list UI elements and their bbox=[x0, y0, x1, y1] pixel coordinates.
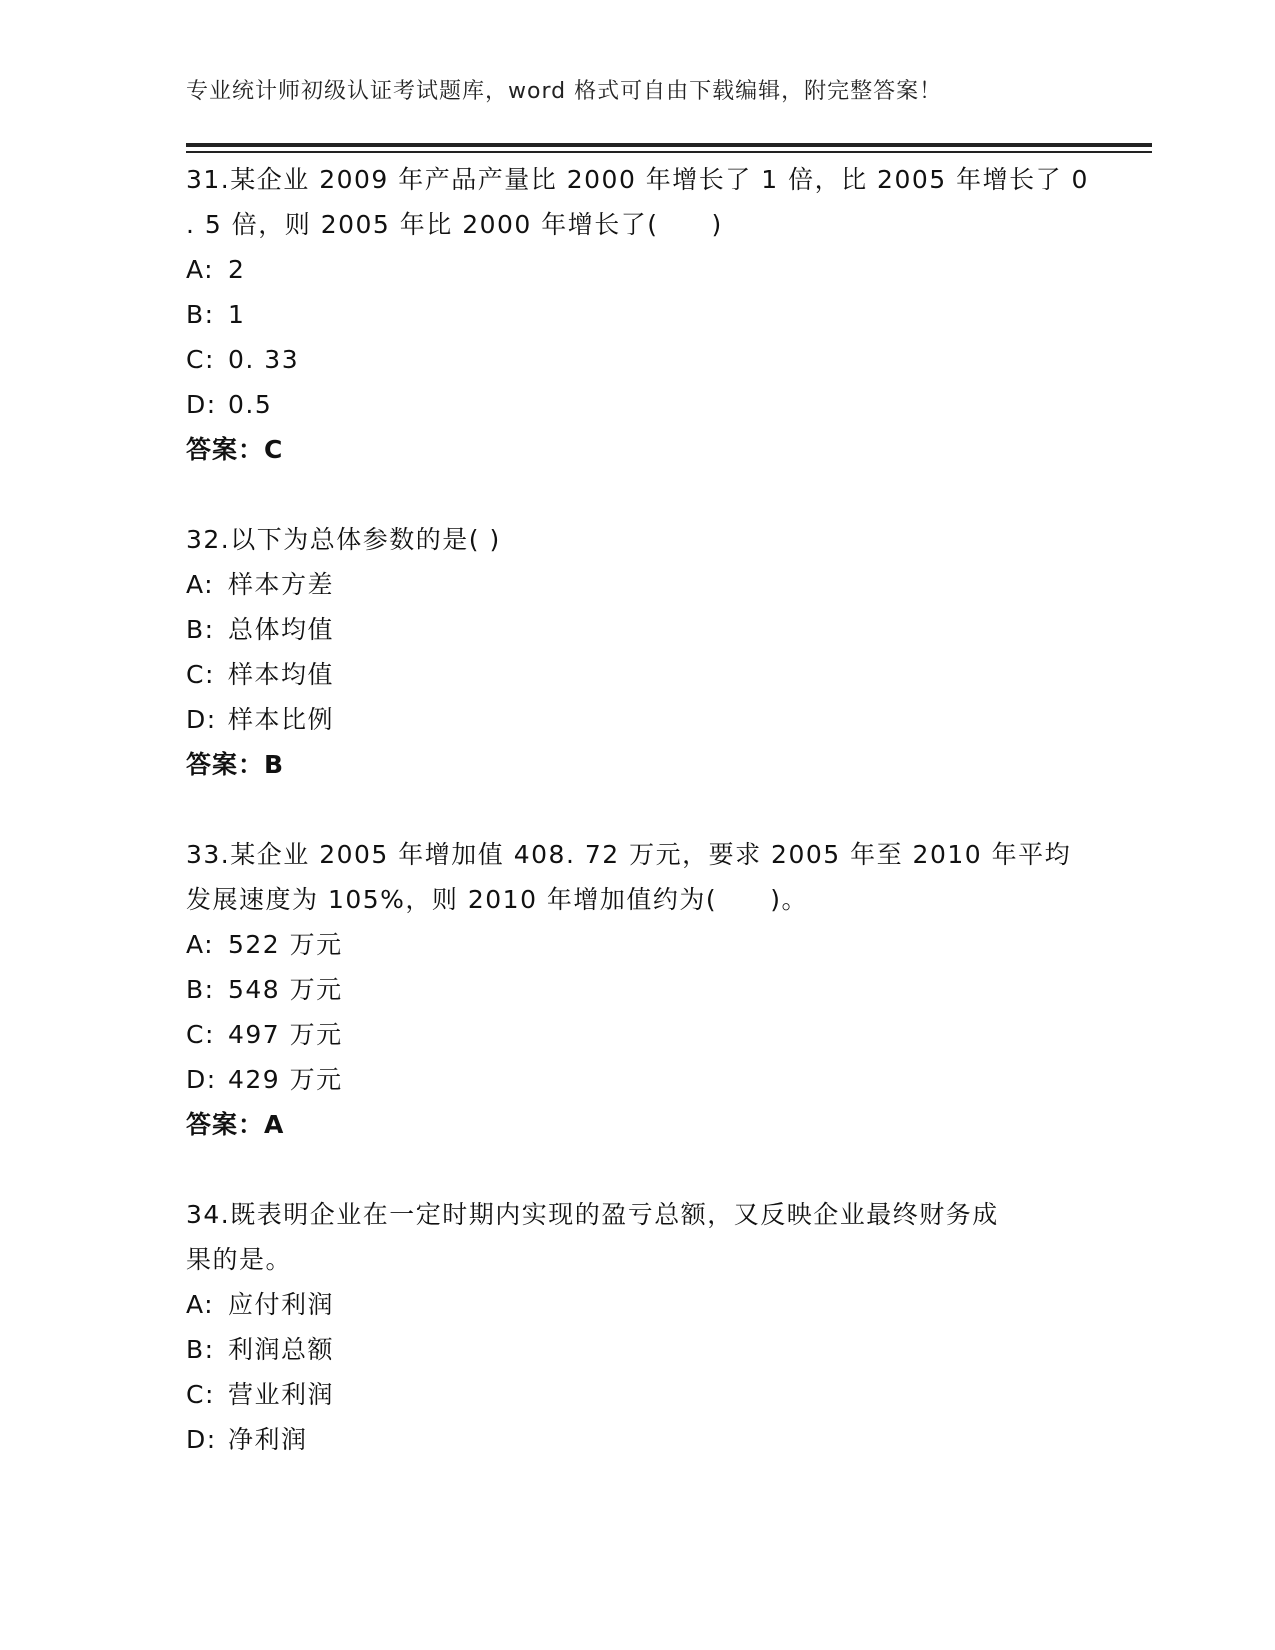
option-letter: B: bbox=[186, 615, 215, 644]
option-a bbox=[186, 562, 1116, 607]
question-stem bbox=[186, 1192, 1116, 1282]
option-letter: A: bbox=[186, 570, 215, 599]
option-b bbox=[186, 607, 1116, 652]
answer-line: 答案：B bbox=[186, 750, 285, 779]
question-stem-line: 32.以下为总体参数的是( ) bbox=[186, 525, 501, 554]
answer-line: 答案：A bbox=[186, 1110, 285, 1139]
option-letter: C: bbox=[186, 660, 215, 689]
option-letter: A: bbox=[186, 930, 215, 959]
option-text: 548 万元 bbox=[228, 975, 343, 1004]
option-text: 样本比例 bbox=[228, 705, 335, 734]
option-text: 497 万元 bbox=[228, 1020, 343, 1049]
option-letter: C: bbox=[186, 1020, 215, 1049]
option-text: 样本方差 bbox=[228, 570, 335, 599]
option-letter: B: bbox=[186, 300, 215, 329]
option-c bbox=[186, 337, 1116, 382]
option-text: 净利润 bbox=[228, 1425, 308, 1454]
question-stem-line: 34.既表明企业在一定时期内实现的盈亏总额，又反映企业最终财务成 bbox=[186, 1200, 999, 1229]
page-header: 专业统计师初级认证考试题库，word 格式可自由下载编辑，附完整答案！ bbox=[186, 79, 943, 104]
option-text: 522 万元 bbox=[228, 930, 343, 959]
option-d bbox=[186, 1057, 1116, 1102]
option-text: 429 万元 bbox=[228, 1065, 343, 1094]
option-d bbox=[186, 697, 1116, 742]
option-text: 0. 33 bbox=[228, 345, 300, 374]
question-34 bbox=[186, 1192, 1116, 1462]
question-stem bbox=[186, 157, 1116, 247]
question-33 bbox=[186, 832, 1116, 1147]
question-stem bbox=[186, 517, 1116, 562]
option-letter: B: bbox=[186, 975, 215, 1004]
option-letter: B: bbox=[186, 1335, 215, 1364]
option-text: 利润总额 bbox=[228, 1335, 335, 1364]
option-text: 1 bbox=[228, 300, 246, 329]
question-32 bbox=[186, 517, 1116, 787]
option-letter: A: bbox=[186, 1290, 215, 1319]
option-b bbox=[186, 292, 1116, 337]
option-letter: D: bbox=[186, 705, 217, 734]
option-letter: C: bbox=[186, 345, 215, 374]
option-c bbox=[186, 652, 1116, 697]
option-text: 样本均值 bbox=[228, 660, 335, 689]
option-a bbox=[186, 1282, 1116, 1327]
option-text: 应付利润 bbox=[228, 1290, 335, 1319]
option-b bbox=[186, 967, 1116, 1012]
question-31 bbox=[186, 157, 1116, 472]
option-letter: D: bbox=[186, 390, 217, 419]
option-d bbox=[186, 1417, 1116, 1462]
option-b bbox=[186, 1327, 1116, 1372]
question-spacer bbox=[186, 787, 1116, 832]
option-letter: D: bbox=[186, 1425, 217, 1454]
question-spacer bbox=[186, 1147, 1116, 1192]
option-text: 2 bbox=[228, 255, 246, 284]
option-text: 总体均值 bbox=[228, 615, 335, 644]
question-stem bbox=[186, 832, 1116, 922]
option-text: 0.5 bbox=[228, 390, 273, 419]
question-stem-line: 发展速度为 105%，则 2010 年增加值约为( )。 bbox=[186, 885, 808, 914]
question-stem-line: 33.某企业 2005 年增加值 408. 72 万元，要求 2005 年至 2010 年平均 bbox=[186, 840, 1072, 869]
option-c bbox=[186, 1372, 1116, 1417]
option-letter: D: bbox=[186, 1065, 217, 1094]
header-divider-thin bbox=[186, 151, 1152, 153]
option-a bbox=[186, 922, 1116, 967]
question-spacer bbox=[186, 472, 1116, 517]
option-text: 营业利润 bbox=[228, 1380, 335, 1409]
question-stem-line: 31.某企业 2009 年产品产量比 2000 年增长了 1 倍，比 2005 年增长了 0 bbox=[186, 165, 1089, 194]
option-d bbox=[186, 382, 1116, 427]
question-stem-line: 果的是。 bbox=[186, 1245, 293, 1274]
option-letter: C: bbox=[186, 1380, 215, 1409]
option-a bbox=[186, 247, 1116, 292]
option-letter: A: bbox=[186, 255, 215, 284]
answer-line: 答案：C bbox=[186, 435, 284, 464]
question-list bbox=[186, 157, 1116, 1462]
option-c bbox=[186, 1012, 1116, 1057]
header-divider-thick bbox=[186, 143, 1152, 147]
question-stem-line: . 5 倍，则 2005 年比 2000 年增长了( ) bbox=[186, 210, 723, 239]
